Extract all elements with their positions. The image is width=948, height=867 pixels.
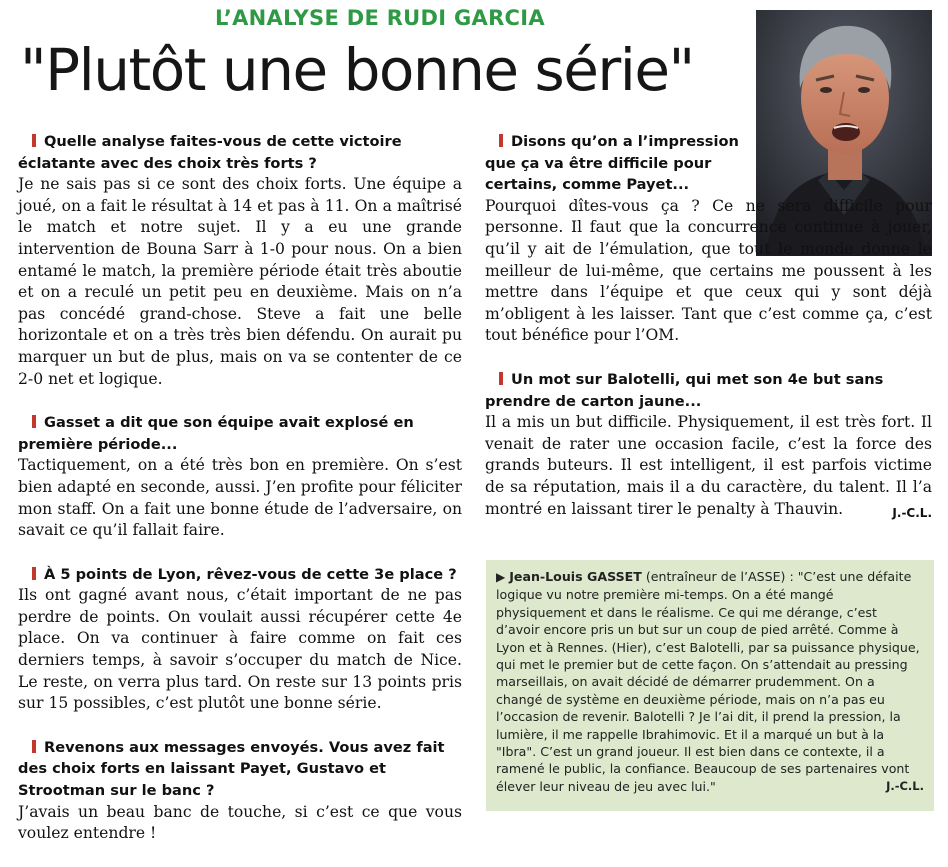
left-column	[18, 131, 462, 867]
question-text: Un mot sur Balotelli, qui met son 4e but sans prendre de carton jaune...	[485, 370, 884, 410]
question-text: À 5 points de Lyon, rêvez-vous de cette 3e place ?	[44, 565, 457, 583]
answer-text: J’avais un beau banc de touche, si c’est ce que vous voulez entendre !	[18, 802, 462, 843]
answer-text: Pourquoi dîtes-vous ça ? Ce ne sera difficile pour personne. Il faut que la concurrence continue à jouer, qu’il y ait de l’émulation, que tout le monde donne le meilleur de lui-même, que certains me poussent à les mettre dans l’équipe et que ceux qui y sont déjà m’obligent à les laisser. Tant que c’est comme ça, c’est tout bénéfice pour l’OM.	[485, 196, 932, 345]
question-text: Gasset a dit que son équipe avait explosé en première période...	[18, 414, 414, 453]
question-marker-icon	[32, 415, 36, 428]
article-headline: "Plutôt une bonne série"	[20, 36, 694, 104]
question-text: Revenons aux messages envoyés. Vous avez fait des choix forts en laissant Payet, Gustavo et Strootman sur le banc ?	[18, 738, 445, 800]
quoted-person-name: Jean-Louis GASSET	[509, 569, 642, 584]
opponent-coach-quote-box	[486, 560, 934, 811]
article-kicker: L’ANALYSE DE RUDI GARCIA	[215, 6, 545, 30]
question-marker-icon	[32, 740, 36, 753]
qa-block	[18, 737, 462, 845]
qa-block	[18, 131, 462, 390]
quote-text: "C’est une défaite logique vu notre première mi-temps. On a été mangé physiquement et dans le réalisme. Ce qui me dérange, c’est d’avoir encore pris un but sur un coup de pied arrêté. Comme à Lyon et à Rennes. (Hier), c’est Balotelli, par sa puissance physique, qui met le premier but de cette façon. On s’attendait au pressing marseillais, on avait décidé de démarrer prudemment. On a changé de système en deuxième période, mais on n’a pas eu l’occasion de revenir. Balotelli ? Je l’ai dit, il prend la pression, la lumière, il me rappelle Ibrahimovic. Et il a marqué un but à la "Ibra". C’est un grand joueur. Il est bien dans ce contexte, il a ramené le public, la confiance. Beaucoup de ses partenaires vont élever leur niveau de jeu avec lui."	[496, 569, 920, 794]
author-signature: J.-C.L.	[892, 505, 932, 520]
answer-text: Tactiquement, on a été très bon en première. On s’est bien adapté en seconde, aussi. J’en profite pour féliciter mon staff. On a fait une bonne étude de l’adversaire, on savait ce qu’il fallait faire.	[18, 456, 462, 540]
answer-text: Je ne sais pas si ce sont des choix forts. Une équipe a joué, on a fait le résultat à 14 et pas à 11. On a maîtrisé le match et notre sujet. Il y a eu une grande intervention de Bouna Sarr à 1-0 pour nous. On a bien entamé le match, la première période était très aboutie et on a reculé un petit peu en deuxième. Mais on n’a pas concédé grand-chose. Steve a fait une belle horizontale et on a très très bien défendu. On aurait pu marquer un but de plus, mais on va se contenter de ce 2-0 net et logique.	[18, 175, 462, 388]
question-marker-icon	[32, 134, 36, 147]
triangle-bullet-icon: ▶	[496, 570, 506, 584]
qa-block	[18, 564, 462, 715]
qa-block	[485, 131, 932, 347]
question-marker-icon	[499, 134, 503, 147]
question-text: Disons qu’on a l’impression que ça va être difficile pour certains, comme Payet...	[485, 133, 739, 194]
box-signature: J.-C.L.	[886, 778, 924, 793]
quoted-person-role: (entraîneur de l’ASSE) :	[641, 569, 798, 584]
question-text: Quelle analyse faites-vous de cette victoire éclatante avec des choix très forts ?	[18, 133, 402, 172]
question-marker-icon	[499, 372, 503, 385]
right-column	[485, 131, 932, 542]
qa-block	[485, 369, 932, 520]
question-marker-icon	[32, 567, 36, 580]
answer-text: Ils ont gagné avant nous, c’était important de ne pas perdre de points. On voulait aussi récupérer cette 4e place. On va continuer à faire comme on fait ces derniers temps, à savoir s’occuper du match de Nice. Le reste, on verra plus tard. On reste sur 13 points pris sur 15 possibles, c’est plutôt une bonne série.	[18, 586, 462, 713]
qa-block	[18, 412, 462, 542]
answer-text: Il a mis un but difficile. Physiquement, il est très fort. Il venait de rater une occasion facile, c’est la force des grands buteurs. Il est intelligent, il est parfois victime de sa réputation, mais il a du caractère, du talent. Il l’a montré en laissant tirer le penalty à Thauvin.	[485, 413, 932, 518]
